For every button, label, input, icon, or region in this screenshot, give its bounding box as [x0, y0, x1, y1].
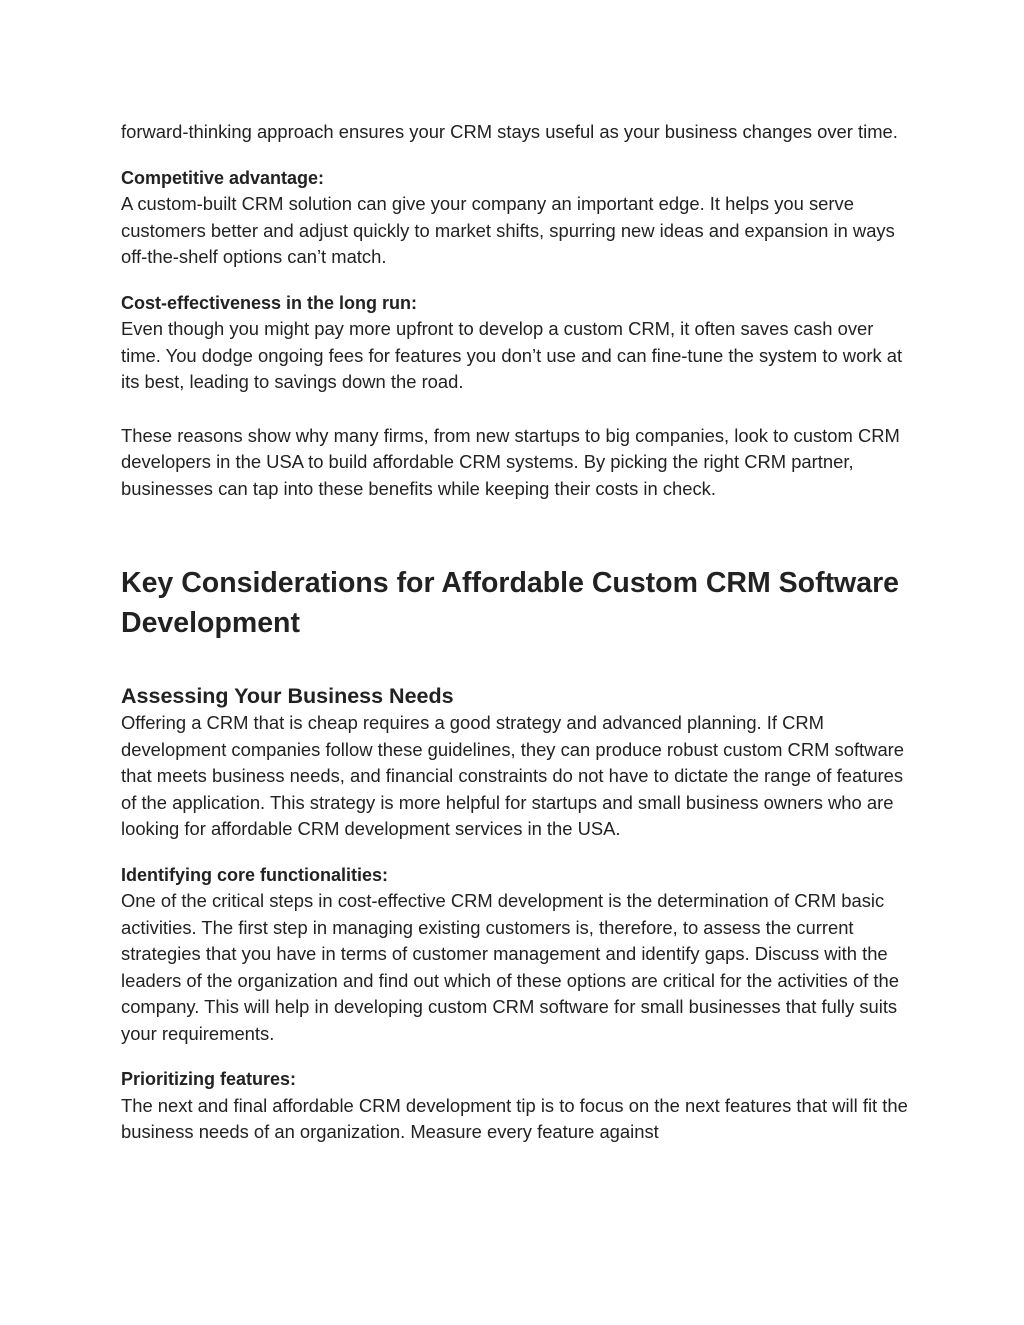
section-cost-effectiveness: [121, 290, 911, 396]
section-prioritizing-features: [121, 1066, 911, 1146]
label-cost-effectiveness: Cost-effectiveness in the long run:: [121, 292, 418, 313]
paragraph-cost-effectiveness: Even though you might pay more upfront to develop a custom CRM, it often saves cash over time. You dodge ongoing fees for features you don’t use and can fine-tune the system to work at its best, leading to savings down the road.: [121, 318, 903, 392]
label-competitive-advantage: Competitive advantage:: [121, 167, 325, 188]
document-page: [121, 119, 911, 1146]
heading-assessing-needs: Assessing Your Business Needs: [121, 684, 454, 708]
paragraph-core-functionalities: One of the critical steps in cost-effective CRM development is the determination of CRM basic activities. The first step in managing existing customers is, therefore, to assess the current strategies that you have in terms of customer management and identify gaps. Discuss with the leaders of the organization and find out which of these options are critical for the activities of the company. This will help in developing custom CRM software for small businesses that fully suits your requirements.: [121, 890, 899, 1044]
paragraph-assessing-needs: Offering a CRM that is cheap requires a good strategy and advanced planning. If CRM development companies follow these guidelines, they can produce robust custom CRM software that meets business needs, and financial constraints do not have to dictate the range of features of the application. This strategy is more helpful for startups and small business owners who are looking for affordable CRM development services in the USA.: [121, 712, 905, 839]
section-competitive-advantage: [121, 165, 911, 271]
paragraph-reasons: These reasons show why many firms, from new startups to big companies, look to custom CRM developers in the USA to build affordable CRM systems. By picking the right CRM partner, businesses can tap into these benefits while keeping their costs in check.: [121, 424, 900, 499]
paragraph-competitive-advantage: A custom-built CRM solution can give your company an important edge. It helps you serve customers better and adjust quickly to market shifts, spurring new ideas and expansion in ways off-the-shelf options can’t match.: [121, 193, 895, 267]
label-core-functionalities: Identifying core functionalities:: [121, 864, 389, 885]
heading-key-considerations: Key Considerations for Affordable Custom CRM Software Development: [121, 567, 900, 639]
section-core-functionalities: [121, 862, 911, 1048]
paragraph-intro-end: forward-thinking approach ensures your CRM stays useful as your business changes over time.: [121, 121, 898, 142]
label-prioritizing-features: Prioritizing features:: [121, 1069, 297, 1089]
paragraph-prioritizing-features: The next and final affordable CRM development tip is to focus on the next features that will fit the business needs of an organization. Measure every feature against: [121, 1094, 908, 1142]
